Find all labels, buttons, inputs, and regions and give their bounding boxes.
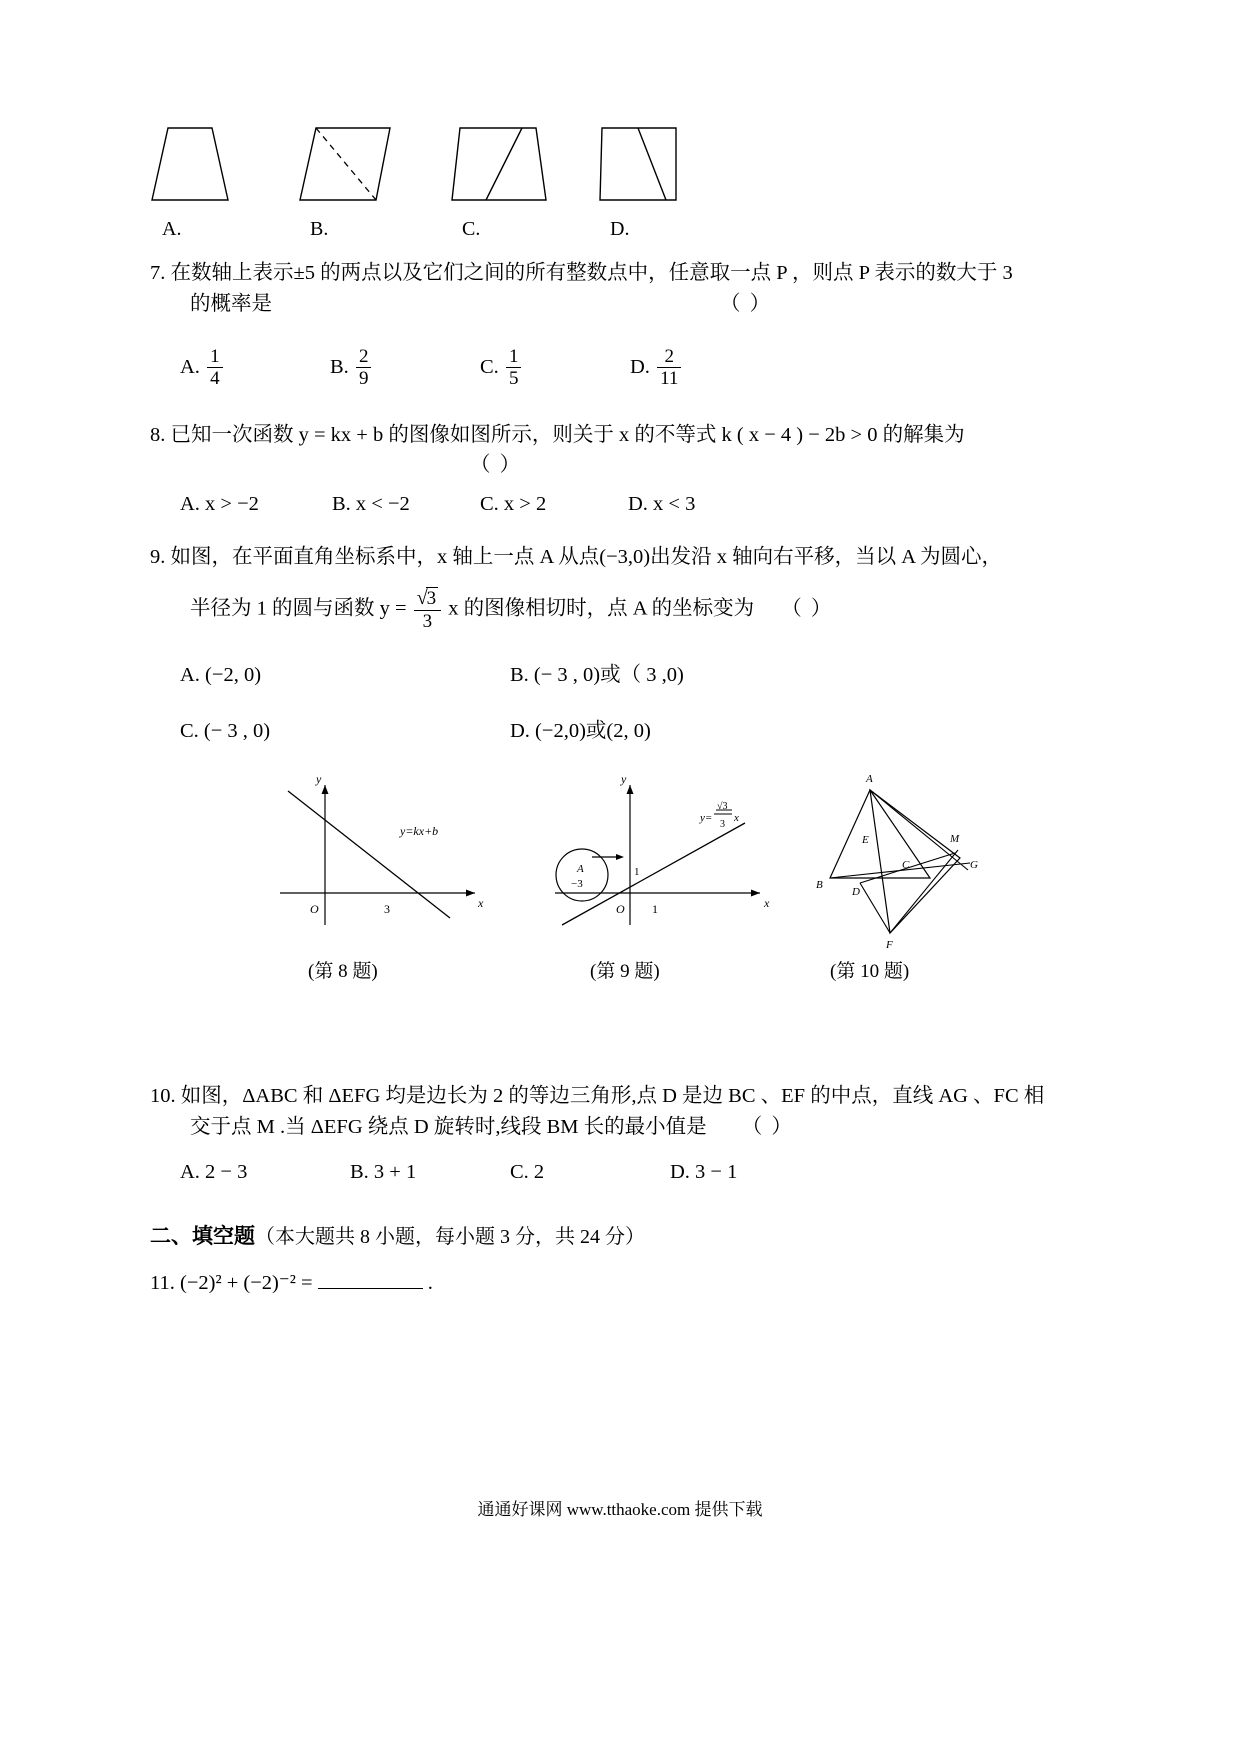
svg-text:y=kx+b: y=kx+b xyxy=(400,823,439,838)
q7-answer-paren: （ ） xyxy=(720,292,773,315)
q8-choice-b[interactable]: B. x < −2 xyxy=(332,493,410,516)
q8-text: 已知一次函数 y = kx + b 的图像如图所示，则关于 x 的不等式 k ( x − 4 ) − 2b > 0 的解集为 xyxy=(170,423,965,446)
shape-option-a[interactable] xyxy=(150,120,320,215)
q8-number: 8. xyxy=(150,423,166,446)
q9-number: 9. xyxy=(150,546,166,569)
q11-answer-blank[interactable] xyxy=(318,1272,423,1289)
page-content xyxy=(150,120,1100,1299)
q7-choice-b-label: B. xyxy=(330,355,349,378)
q7-choice-d-fraction: $\frac{2}{11}$ xyxy=(657,346,681,391)
shape-label-a: A. xyxy=(162,218,182,240)
svg-text:3: 3 xyxy=(720,818,725,830)
shape-choice-row xyxy=(150,120,1100,240)
shape-option-d[interactable] xyxy=(598,120,768,215)
q7-text-line2: 的概率是 xyxy=(190,292,272,315)
shape-label-d: D. xyxy=(610,218,630,240)
svg-text:−3: −3 xyxy=(571,877,583,890)
page-footer: 通通好课网 www.tthaoke.com 提供下载 xyxy=(477,1500,763,1519)
q7-choice-c-label: C. xyxy=(480,355,499,378)
figure-8-graph xyxy=(260,773,510,938)
q11-suffix: . xyxy=(427,1272,433,1295)
shape-b-svg xyxy=(298,120,468,215)
q7-choice-a-label: A. xyxy=(180,355,200,378)
shape-option-c[interactable] xyxy=(450,120,620,215)
q7-choice-c[interactable] xyxy=(480,346,523,391)
q9-choice-b[interactable]: B. (− 3 , 0)或（ 3 ,0) xyxy=(510,663,684,686)
svg-text:G: G xyxy=(970,858,978,871)
q9-text-line2b: x 的图像相切时，点 A 的坐标变为 xyxy=(448,597,755,620)
section-subtitle-text: （本大题共 8 小题，每小题 3 分，共 24 分） xyxy=(255,1226,645,1249)
figure-8-caption: (第 8 题) xyxy=(308,960,378,982)
shape-d-svg xyxy=(598,120,768,215)
q8-choice-d[interactable]: D. x < 3 xyxy=(628,493,696,516)
q7-choice-c-fraction: $\frac{1}{5}$ xyxy=(506,346,522,391)
svg-text:M: M xyxy=(950,832,960,845)
shape-label-b: B. xyxy=(310,218,329,240)
svg-text:√3: √3 xyxy=(717,800,728,812)
svg-text:y: y xyxy=(621,772,627,786)
svg-text:A: A xyxy=(866,772,873,785)
svg-text:O: O xyxy=(616,901,625,916)
q7-choice-d-label: D. xyxy=(630,355,650,378)
q7-choice-d[interactable] xyxy=(630,346,683,391)
svg-text:y=: y= xyxy=(700,811,713,824)
q9-choice-c[interactable]: C. (− 3 , 0) xyxy=(180,719,271,742)
q9-answer-paren: （ ） xyxy=(781,597,834,620)
q8-choice-a[interactable]: A. x > −2 xyxy=(180,493,259,516)
figures-row xyxy=(150,773,1100,1073)
q10-text-line1: 如图，ΔABC 和 ΔEFG 均是边长为 2 的等边三角形,点 D 是边 BC 、EF 的中点，直线 AG 、FC 相 xyxy=(180,1084,1045,1107)
q10-choice-a[interactable]: A. 2 − 3 xyxy=(180,1161,248,1184)
svg-text:E: E xyxy=(862,833,869,846)
q10-choice-c[interactable]: C. 2 xyxy=(510,1161,545,1184)
q7-choices xyxy=(150,346,1100,402)
svg-text:3: 3 xyxy=(384,901,390,916)
svg-text:A: A xyxy=(577,862,584,875)
q10-choice-b[interactable]: B. 3 + 1 xyxy=(350,1161,417,1184)
q9-text-line1: 如图，在平面直角坐标系中，x 轴上一点 A 从点(−3,0)出发沿 x 轴向右平移，当以 A 为圆心， xyxy=(170,546,1003,569)
q7-choice-a[interactable] xyxy=(180,346,225,391)
figure-10-graph xyxy=(790,758,1050,958)
q7-choice-b[interactable] xyxy=(330,346,373,391)
q8-answer-paren: （ ） xyxy=(470,454,523,477)
q10-choices xyxy=(150,1152,1100,1194)
q7-text-line1: 在数轴上表示±5 的两点以及它们之间的所有整数点中，任意取一点 P ，则点 P 表示的数大于 3 xyxy=(170,262,1013,284)
q11-number: 11. xyxy=(150,1272,175,1295)
figure-10-caption: (第 10 题) xyxy=(830,960,910,982)
svg-text:1: 1 xyxy=(634,865,640,878)
svg-text:O: O xyxy=(310,901,319,916)
figure-9-graph xyxy=(540,773,800,938)
svg-text:C: C xyxy=(902,858,910,871)
section-fill-in-blank xyxy=(150,1220,1100,1250)
q7-number: 7. xyxy=(150,262,166,284)
svg-text:F: F xyxy=(886,938,893,951)
svg-text:1: 1 xyxy=(652,901,658,916)
q9-choice-a[interactable]: A. (−2, 0) xyxy=(180,663,262,686)
svg-text:x: x xyxy=(764,895,770,910)
q9-fraction-num: √3 xyxy=(416,587,437,609)
question-8 xyxy=(150,420,1100,485)
question-11 xyxy=(150,1268,1100,1299)
q9-fraction: $\frac{√3}{3}$ xyxy=(414,587,441,633)
q10-text-line2: 交于点 M .当 ΔEFG 绕点 D 旋转时,线段 BM 长的最小值是 xyxy=(190,1115,707,1138)
q10-choice-d[interactable]: D. 3 − 1 xyxy=(670,1161,738,1184)
q9-choice-d[interactable]: D. (−2,0)或(2, 0) xyxy=(510,719,651,742)
shape-a-svg xyxy=(150,120,320,215)
svg-text:B: B xyxy=(816,878,823,891)
q7-choice-b-fraction: $\frac{2}{9}$ xyxy=(356,346,372,391)
section-title-text: 二、填空题 xyxy=(150,1224,255,1249)
svg-text:x: x xyxy=(734,811,739,824)
q9-text-line2a: 半径为 1 的圆与函数 y = xyxy=(190,597,407,620)
q11-text: (−2)² + (−2)⁻² = xyxy=(180,1272,313,1295)
q9-choices xyxy=(150,655,1100,763)
svg-text:D: D xyxy=(852,885,860,898)
shape-label-c: C. xyxy=(462,218,481,240)
q10-number: 10. xyxy=(150,1084,176,1107)
question-9 xyxy=(150,542,1100,633)
q10-answer-paren: （ ） xyxy=(741,1115,794,1138)
shape-option-b[interactable] xyxy=(298,120,468,215)
figure-9-caption: (第 9 题) xyxy=(590,960,660,982)
question-7 xyxy=(150,258,1100,320)
q8-choice-c[interactable]: C. x > 2 xyxy=(480,493,547,516)
shape-c-svg xyxy=(450,120,620,215)
q7-choice-a-fraction: $\frac{1}{4}$ xyxy=(207,346,223,391)
svg-text:y: y xyxy=(316,772,322,786)
svg-text:x: x xyxy=(478,895,484,910)
q8-choices xyxy=(150,484,1100,520)
question-10 xyxy=(150,1081,1100,1143)
